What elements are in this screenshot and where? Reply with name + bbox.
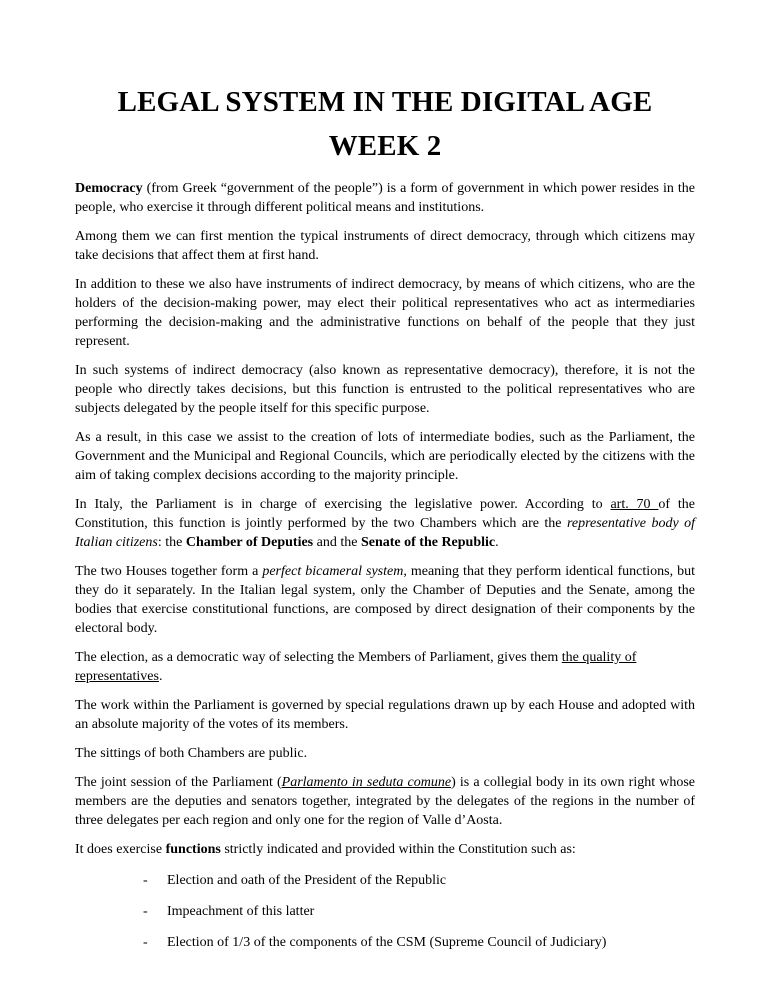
quality-of-representatives-phrase: the quality of representatives	[75, 650, 637, 684]
senate-term: Senate of the Republic	[360, 535, 496, 550]
list-item	[143, 871, 695, 890]
paragraph-election: The election, as a democratic way of selecting the Members of Parliament, gives them the quality of representatives.	[75, 650, 637, 684]
list-dash: -	[143, 935, 148, 950]
list-dash: -	[143, 873, 148, 888]
representative-body-phrase: representative body of Italian citizens	[75, 516, 696, 550]
article-70-link[interactable]: art. 70	[610, 497, 659, 512]
paragraph-direct-democracy: Among them we can first mention the typical instruments of direct democracy, through which citizens may take decisions that affect them at first hand.	[75, 229, 695, 263]
functions-list	[75, 871, 695, 952]
list-item-text: Impeachment of this latter	[167, 904, 315, 919]
document-body	[75, 179, 695, 952]
paragraph-italian-parliament: In Italy, the Parliament is in charge of exercising the legislative power. According to art. 70 of the Constitution, this function is jointly performed by the two Chambers which are the representative body of Italian citizens: the Chamber of Deputies and the Senate of the Republic.	[75, 497, 696, 550]
chamber-of-deputies-term: Chamber of Deputies	[185, 535, 314, 550]
term-democracy: Democracy	[75, 181, 143, 196]
paragraph-intermediate-bodies: As a result, in this case we assist to the creation of lots of intermediate bodies, such as the Parliament, the Government and the Municipal and Regional Councils, which are periodically elected by the citizens with the aim of taking complex decisions according to the majority principle.	[75, 430, 695, 483]
paragraph-public-sittings: The sittings of both Chambers are public.	[75, 746, 308, 761]
list-item-text: Election of 1/3 of the components of the CSM (Supreme Council of Judiciary)	[167, 935, 607, 950]
title-line-2: WEEK 2	[328, 130, 442, 162]
list-item	[143, 902, 695, 921]
title-line-1: LEGAL SYSTEM IN THE DIGITAL AGE	[117, 86, 653, 118]
list-item-text: Election and oath of the President of the Republic	[167, 873, 447, 888]
joint-session-term: Parlamento in seduta comune	[281, 775, 452, 790]
perfect-bicameral-phrase: perfect bicameral system	[262, 564, 404, 579]
paragraph-democracy: Democracy (from Greek “government of the people”) is a form of government in which power resides in the people, who exercise it through different political means and institutions.	[75, 181, 695, 215]
paragraph-representative-democracy: In such systems of indirect democracy (also known as representative democracy), therefore, it is not the people who directly takes decisions, but this function is entrusted to the political representatives who are subjects delegated by the people itself for this specific purpose.	[75, 363, 695, 416]
paragraph-functions-intro: It does exercise functions strictly indicated and provided within the Constitution such as:	[75, 842, 576, 857]
functions-term: functions	[165, 842, 221, 857]
document-title	[75, 80, 695, 168]
paragraph-bicameral-system: The two Houses together form a perfect bicameral system, meaning that they perform identical functions, but they do it separately. In the Italian legal system, only the Chamber of Deputies and the Senate, among the bodies that exercise constitutional functions, are composed by direct designation of their components by the electoral body.	[75, 564, 695, 636]
list-item	[143, 933, 695, 952]
paragraph-joint-session: The joint session of the Parliament (Parlamento in seduta comune) is a collegial body in its own right whose members are the deputies and senators together, integrated by the delegates of the regions in the number of three delegates per each region and only one for the region of Valle d’Aosta.	[75, 775, 695, 828]
paragraph-regulations: The work within the Parliament is governed by special regulations drawn up by each House and adopted with an absolute majority of the votes of its members.	[75, 698, 695, 732]
list-dash: -	[143, 904, 148, 919]
paragraph-indirect-democracy: In addition to these we also have instruments of indirect democracy, by means of which citizens, who are the holders of the decision-making power, may elect their political representatives who act as intermediaries performing the decision-making and the administrative functions on behalf of the people that they just represent.	[75, 277, 695, 349]
